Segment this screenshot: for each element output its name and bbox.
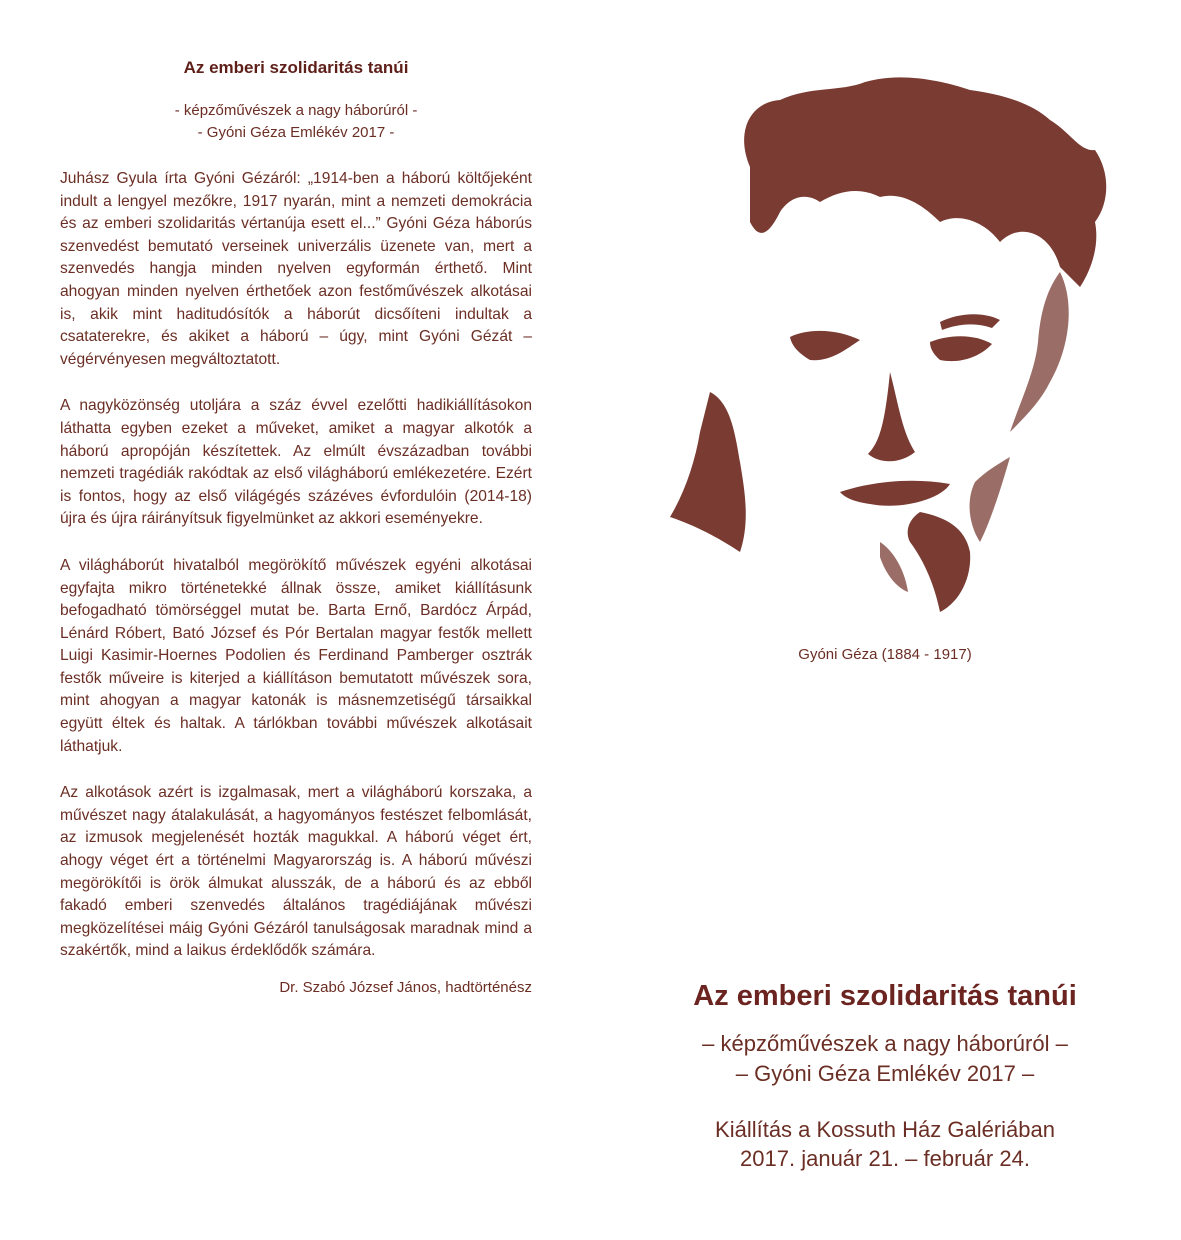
portrait-nose [868, 372, 915, 461]
left-subtitle-line2: - Gyóni Géza Emlékév 2017 - [197, 124, 395, 141]
portrait-cheek-shade-lower [970, 457, 1010, 542]
exhibition-dates: 2017. január 21. – február 24. [740, 1146, 1030, 1171]
portrait-illustration [640, 72, 1120, 617]
portrait-left-jaw [670, 392, 746, 552]
left-column [60, 58, 532, 996]
portrait-right-eye [930, 336, 992, 361]
paragraph-3: A világháborút hivatalból megörökítő művészek egyéni alkotásai egyfajta mikro történetekké állnak össze, amiket kiállításunk befogadható tömörséggel mutat be. Barta Ernő, Bardócz Árpád, Lénárd Róbert, Bató József és Pór Bertalan magyar festők mellett Luigi Kasimir-Hoernes Podolien és Ferdinand Pamberger osztrák festők műveire is kiterjed a kiállításon bemutatott művészek sora, mint ahogyan a magyar katonák is másnemzetiségű társaikkal együtt éltek és haltak. A tárlókban további művészek alkotásait láthatjuk. [60, 556, 532, 755]
paragraph-4: Az alkotások azért is izgalmasak, mert a világháború korszaka, a művészet nagy átalakulását, a hagyományos festészet felbomlását, az izmusok megjelenését hozták magukkal. A háború véget ért, ahogy véget ért a történelmi Magyarország is. A háború művészi megörökítői is örök álmukat alusszák, de a háború és az ebből fakadó emberi szenvedés általános tragédiájának művészi megközelítései máig Gyóni Gézáról tanulságosak maradnak mind a szakértők, mind a laikus érdeklődők számára. [60, 784, 532, 960]
portrait-caption: Gyóni Géza (1884 - 1917) [798, 646, 972, 663]
cover-block [600, 980, 1170, 1173]
portrait-cheek-shade [1010, 272, 1069, 432]
portrait-chin-shade [880, 542, 908, 592]
left-subtitle [60, 100, 532, 144]
cover-subtitle-line1: – képzőművészek a nagy háborúról – [702, 1031, 1068, 1056]
exhibition-venue: Kiállítás a Kossuth Ház Galériában [715, 1117, 1055, 1142]
left-subtitle-line1: - képzőművészek a nagy háborúról - [174, 102, 418, 119]
cover-subtitle [600, 1029, 1170, 1089]
portrait-chin [908, 512, 971, 612]
exhibition-info [600, 1115, 1170, 1173]
portrait-mouth [840, 481, 950, 506]
left-title: Az emberi szolidaritás tanúi [183, 58, 409, 77]
paragraph-1: Juhász Gyula írta Gyóni Gézáról: „1914-ben a háború költőjeként indult a lengyel mezőkre, 1917 nyarán, mint a nemzeti demokrácia és az emberi szolidaritás vértanúja esett el...” Gyóni Géza háborús szenvedést bemutató verseinek univerzális üzenete van, mert a szenvedés hangja minden nyelven egyformán érthető. Mint ahogyan minden nyelven érthetőek azon festőművészek alkotásai is, akik mint haditudósítók a háborút dicsőíteni indultak a csataterekre, és akiket a háború – úgy, mint Gyóni Gézát – végérvényesen megváltoztatott. [60, 170, 532, 368]
portrait-left-eye [790, 331, 860, 360]
paragraph-2: A nagyközönség utoljára a száz évvel ezelőtti hadikiállításokon láthatta egyben ezeket a műveket, amiket a magyar alkotók a háború apropóján készítettek. Az elmúlt évszázadban további nemzeti tragédiák rakódtak az első világháború emlékezetére. Ezért is fontos, hogy az első világégés százéves évfordulóin (2014-18) újra és újra ráirányítsuk figyelmünket az akkori eseményekre. [60, 397, 532, 528]
cover-title: Az emberi szolidaritás tanúi [693, 980, 1077, 1012]
portrait-hair [744, 77, 1106, 287]
author-signature: Dr. Szabó József János, hadtörténész [279, 979, 532, 996]
portrait-brow-right [940, 314, 1000, 330]
cover-subtitle-line2: – Gyóni Géza Emlékév 2017 – [735, 1061, 1035, 1086]
